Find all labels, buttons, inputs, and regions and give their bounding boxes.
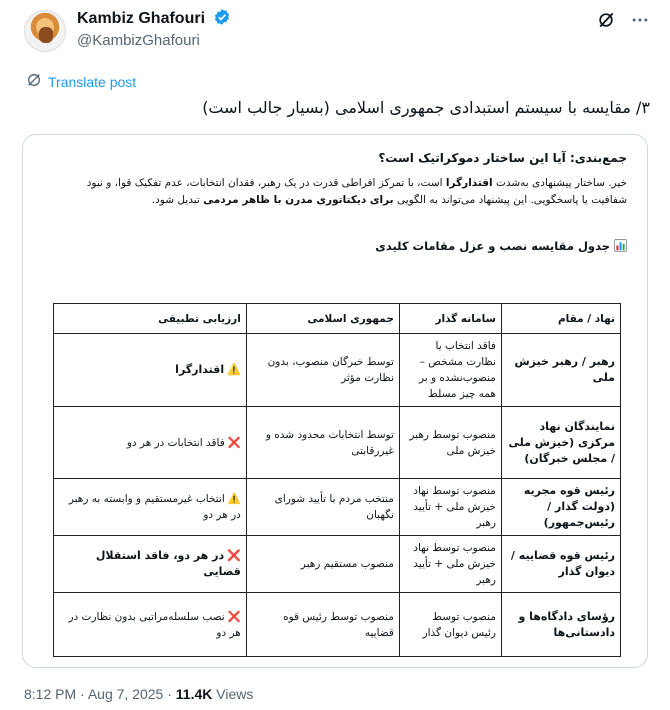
- grok-icon[interactable]: [596, 10, 616, 30]
- cell-transition: منصوب توسط نهاد خیزش ملی + تأیید رهبر: [399, 479, 501, 536]
- meta-separator: ·: [80, 686, 85, 702]
- paragraph-part-1: خیر. ساختار پیشنهادی به‌شدت: [492, 177, 627, 189]
- post-image[interactable]: [22, 134, 648, 668]
- cross-mark-icon: ❌: [227, 549, 241, 562]
- warning-icon: ⚠️: [227, 493, 241, 505]
- cell-islamic-republic: توسط خبرگان منصوب، بدون نظارت مؤثر: [246, 334, 399, 407]
- assessment-text: در هر دو، فاقد استقلال قضایی: [95, 549, 241, 578]
- header-assessment: ارزیابی تطبیقی: [54, 304, 247, 334]
- cell-position: رهبر / رهبر خیزش ملی: [501, 334, 620, 407]
- post-meta: [24, 686, 253, 702]
- assessment-text: نصب سلسله‌مراتبی بدون نظارت در هر دو: [68, 610, 241, 639]
- header-position: نهاد / مقام: [501, 304, 620, 334]
- cell-transition: منصوب توسط نهاد خیزش ملی + تأیید رهبر: [399, 536, 501, 593]
- more-options-icon[interactable]: [630, 10, 650, 30]
- assessment-text: انتخاب غیرمستقیم و وابسته به رهبر در هر دو: [68, 493, 241, 521]
- views-count[interactable]: 11.4K: [175, 686, 213, 702]
- cross-mark-icon: ❌: [227, 610, 241, 623]
- cell-position: رؤسای دادگاه‌ها و دادستانی‌ها: [501, 593, 620, 657]
- cell-assessment: [54, 479, 247, 536]
- cell-transition: منصوب توسط رهبر خیزش ملی: [399, 407, 501, 479]
- cell-assessment: [54, 407, 247, 479]
- author-display-name[interactable]: Kambiz Ghafouri: [77, 10, 206, 27]
- image-document: [59, 147, 627, 255]
- header-actions: [596, 10, 650, 30]
- header-islamic-republic: جمهوری اسلامی: [246, 304, 399, 334]
- cell-position: نمایندگان نهاد مرکزی (خیزش ملی / مجلس خبرگان): [501, 407, 620, 479]
- cell-assessment: [54, 536, 247, 593]
- cell-islamic-republic: منصوب مستقیم رهبر: [246, 536, 399, 593]
- post-text: ۳/ مقایسه با سیستم استبدادی جمهوری اسلامی (بسیار جالب است): [202, 98, 650, 117]
- paragraph-bold-1: اقتدارگرا: [445, 177, 493, 189]
- cell-assessment: [54, 334, 247, 407]
- image-paragraph: [59, 175, 627, 209]
- author-names: [77, 8, 231, 51]
- table-title: [59, 239, 627, 255]
- author-avatar[interactable]: [24, 10, 66, 52]
- meta-separator: ·: [167, 686, 172, 702]
- post-date[interactable]: Aug 7, 2025: [87, 686, 164, 702]
- cell-islamic-republic: منتخب مردم با تأیید شورای نگهبان: [246, 479, 399, 536]
- views-label: Views: [216, 686, 254, 702]
- translate-label: Translate post: [48, 73, 137, 90]
- cell-position: رئیس قوه مجریه (دولت گذار / رئیس‌جمهور): [501, 479, 620, 536]
- paragraph-bold-2: برای دیکتاتوری مدرن با ظاهر مردمی: [203, 194, 394, 206]
- cross-mark-icon: ❌: [227, 436, 241, 449]
- warning-icon: ⚠️: [227, 363, 241, 376]
- assessment-text: فاقد انتخابات در هر دو: [126, 436, 225, 449]
- cell-position: رئیس قوه قضاییه / دیوان گذار: [501, 536, 620, 593]
- table-row: [54, 407, 621, 479]
- image-heading: جمع‌بندی: آیا این ساختار دموکراتیک است؟: [378, 151, 627, 165]
- translate-icon: [26, 72, 42, 91]
- post-header: [20, 8, 650, 58]
- post-time[interactable]: 8:12 PM: [24, 686, 77, 702]
- table-row: [54, 334, 621, 407]
- translate-post-link[interactable]: [26, 72, 136, 91]
- cell-transition: منصوب توسط رئیس دیوان گذار: [399, 593, 501, 657]
- cell-islamic-republic: توسط انتخابات محدود شده و غیررقابتی: [246, 407, 399, 479]
- table-row: [54, 536, 621, 593]
- table-title-text: جدول مقایسه نصب و عزل مقامات کلیدی: [375, 239, 610, 253]
- verified-badge-icon[interactable]: [213, 8, 231, 30]
- comparison-table: [53, 303, 621, 657]
- bar-chart-emoji-icon: [614, 239, 627, 255]
- cell-transition: فاقد انتخاب یا نظارت مشخص – منصوب‌نشده و بر همه چیز مسلط: [399, 334, 501, 407]
- table-header-row: [54, 304, 621, 334]
- table-row: [54, 593, 621, 657]
- assessment-text: اقتدارگرا: [175, 363, 225, 376]
- author-handle[interactable]: @KambizGhafouri: [77, 32, 200, 49]
- cell-assessment: [54, 593, 247, 657]
- paragraph-part-3: تبدیل شود.: [151, 194, 204, 206]
- paragraph-part-2: است، با تمرکز افراطی قدرت در یک رهبر، فقدان انتخابات، عدم تفکیک قوا، و نبود شفافیت یا پاسخگویی. این پیشنهاد می‌تواند به الگویی: [86, 177, 627, 206]
- cell-islamic-republic: منصوب توسط رئیس قوه قضاییه: [246, 593, 399, 657]
- table-row: [54, 479, 621, 536]
- header-transition: سامانه گذار: [399, 304, 501, 334]
